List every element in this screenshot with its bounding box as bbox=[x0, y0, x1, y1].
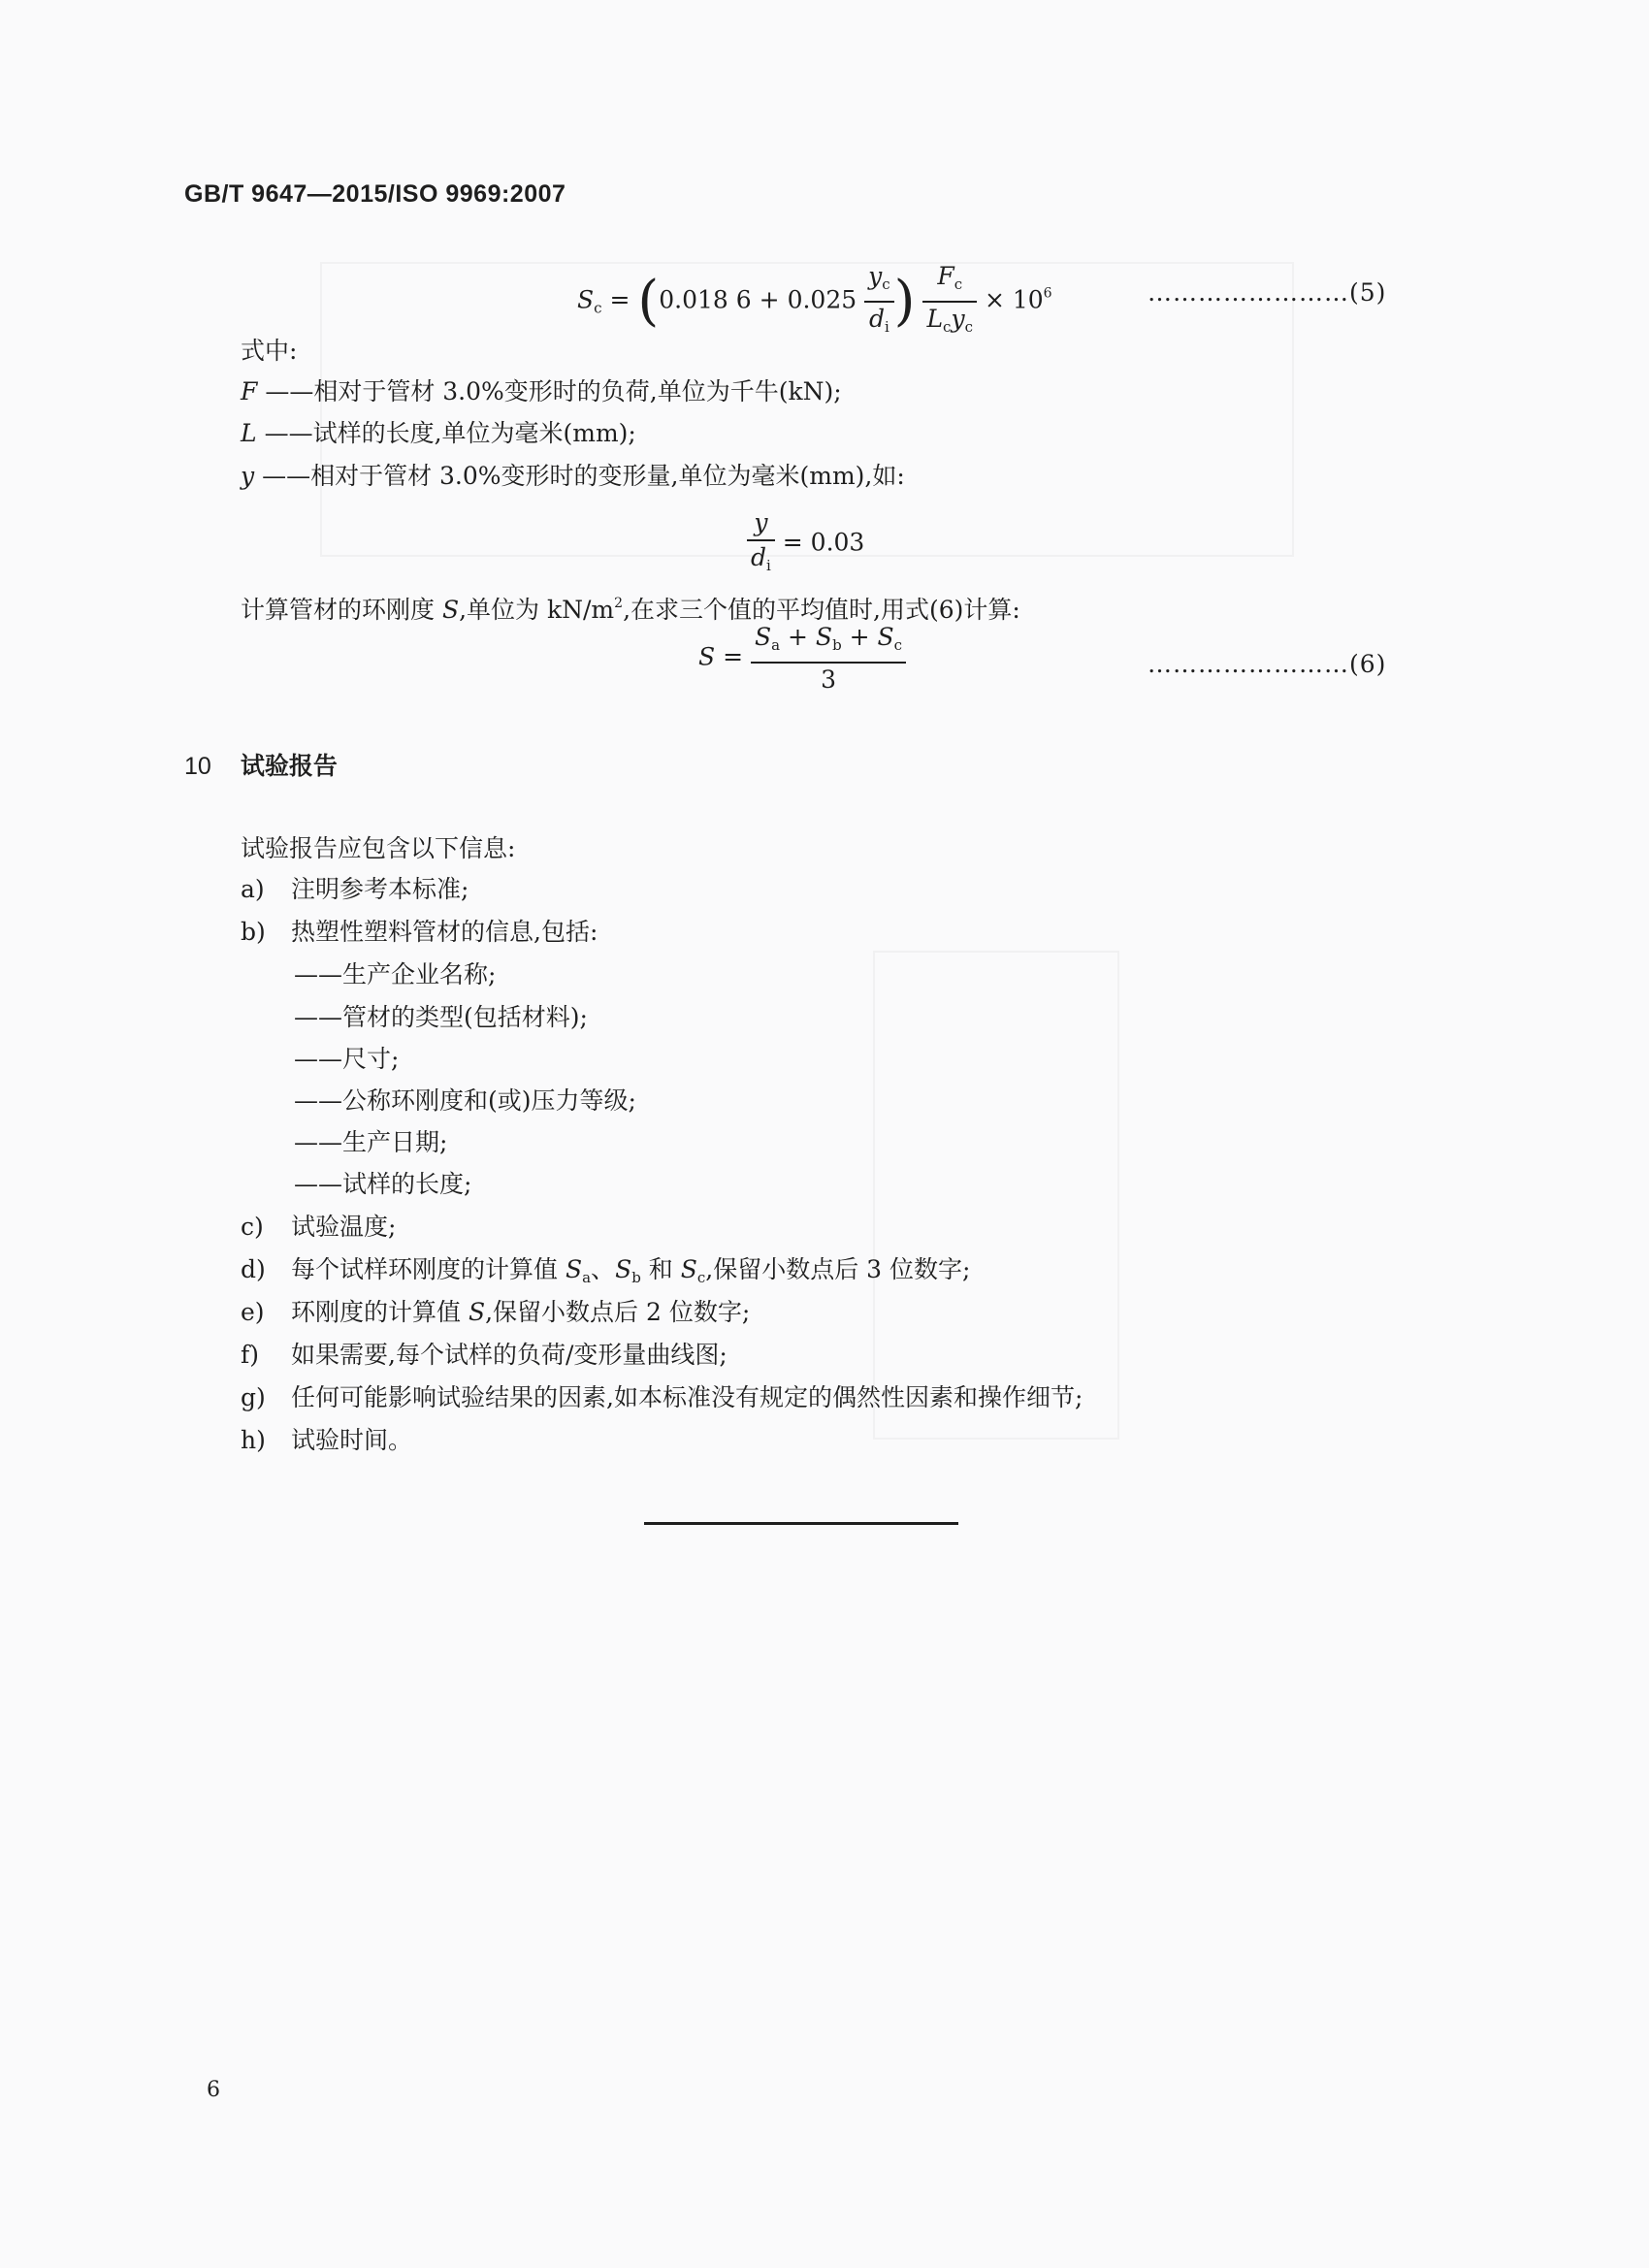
item-label-g: g) bbox=[241, 1383, 266, 1411]
equation-6-number: ……………………(6) bbox=[1148, 650, 1387, 678]
item-label-d: d) bbox=[241, 1255, 266, 1283]
eq5-left-paren: ( bbox=[637, 270, 660, 333]
report-item-e bbox=[241, 1298, 750, 1327]
where-item-f bbox=[241, 377, 842, 406]
eq6-den: 3 bbox=[821, 665, 836, 694]
eq5-equals: = bbox=[609, 285, 630, 314]
where-text-y: ——相对于管材 3.0%变形时的变形量,单位为毫米(mm),如: bbox=[262, 462, 905, 490]
item-label-c: c) bbox=[241, 1213, 264, 1241]
item-d-s1: S bbox=[565, 1255, 583, 1283]
where-item-y bbox=[241, 462, 905, 491]
ratio-den-sub: i bbox=[766, 557, 771, 574]
item-text-c: 试验温度; bbox=[291, 1213, 397, 1241]
eq6-sb-sub: b bbox=[832, 636, 842, 654]
eq5-coef1: 0.018 6 bbox=[659, 285, 752, 314]
item-text-f: 如果需要,每个试样的负荷/变形量曲线图; bbox=[291, 1341, 728, 1369]
equation-6 bbox=[698, 623, 906, 695]
report-subitem: ——生产日期; bbox=[294, 1128, 448, 1156]
eq6-fraction bbox=[751, 623, 906, 695]
report-item-f bbox=[241, 1341, 728, 1370]
eq5-exponent: 6 bbox=[1043, 285, 1052, 302]
eq5-coef2: 0.025 bbox=[787, 285, 857, 314]
item-d-and: 和 bbox=[640, 1255, 681, 1283]
eq5-f2-den-a: L bbox=[926, 305, 944, 333]
eq5-f1-num: y bbox=[868, 262, 883, 290]
report-item-c bbox=[241, 1213, 396, 1242]
eq5-f2-den-a-sub: c bbox=[943, 318, 952, 336]
item-text-a: 注明参考本标准; bbox=[291, 875, 469, 903]
item-text-d2: ,保留小数点后 3 位数字; bbox=[705, 1255, 971, 1283]
calc-middle: ,单位为 kN/m bbox=[459, 596, 615, 624]
report-item-g bbox=[241, 1383, 1083, 1412]
end-rule bbox=[644, 1522, 958, 1525]
where-intro: 式中: bbox=[241, 337, 298, 365]
section-title: 试验报告 bbox=[240, 753, 338, 780]
eq6-plus1: + bbox=[780, 623, 816, 651]
eq6-sa-sub: a bbox=[771, 636, 781, 654]
standard-code-header: GB/T 9647—2015/ISO 9969:2007 bbox=[184, 180, 566, 208]
report-item-a bbox=[241, 875, 469, 904]
item-d-s2: S bbox=[615, 1255, 632, 1283]
item-d-sc: c bbox=[696, 1269, 706, 1286]
eq5-lhs: S bbox=[577, 285, 595, 314]
ratio-den: d bbox=[751, 543, 767, 571]
eq5-times: × 10 bbox=[984, 285, 1044, 314]
eq6-lhs: S = bbox=[698, 642, 744, 671]
equation-5 bbox=[577, 262, 1052, 341]
ratio-rhs: = 0.03 bbox=[782, 528, 865, 557]
eq5-plus: + bbox=[759, 285, 780, 314]
ratio-num: y bbox=[754, 508, 768, 536]
section-number: 10 bbox=[184, 753, 211, 780]
item-d-sep: 、 bbox=[591, 1255, 616, 1283]
eq6-sc: S bbox=[877, 623, 894, 651]
item-d-s3: S bbox=[680, 1255, 697, 1283]
item-label-e: e) bbox=[241, 1298, 265, 1326]
item-label-h: h) bbox=[241, 1426, 266, 1454]
eq5-f2-den-b: y bbox=[951, 305, 965, 333]
item-text-d1: 每个试样环刚度的计算值 bbox=[291, 1255, 566, 1283]
eq6-plus2: + bbox=[841, 623, 878, 651]
item-label-f: f) bbox=[241, 1341, 260, 1369]
item-text-g: 任何可能影响试验结果的因素,如本标准没有规定的偶然性因素和操作细节; bbox=[291, 1383, 1083, 1411]
calc-after: ,在求三个值的平均值时,用式(6)计算: bbox=[623, 596, 1020, 624]
item-d-sa: a bbox=[582, 1269, 592, 1286]
where-sym-l: L bbox=[241, 419, 257, 447]
calc-sup: 2 bbox=[614, 596, 624, 611]
eq5-right-paren: ) bbox=[893, 270, 916, 333]
equation-5-number: ……………………(5) bbox=[1148, 278, 1387, 307]
eq5-f1-den: d bbox=[868, 305, 885, 333]
report-subitem: ——管材的类型(包括材料); bbox=[294, 1003, 588, 1031]
report-subitem: ——试样的长度; bbox=[294, 1170, 472, 1198]
report-subitem: ——公称环刚度和(或)压力等级; bbox=[294, 1086, 636, 1115]
item-text-h: 试验时间。 bbox=[291, 1426, 413, 1454]
ratio-equation bbox=[747, 508, 864, 580]
show-through-shape bbox=[873, 951, 1119, 1440]
report-subitem: ——生产企业名称; bbox=[294, 960, 497, 988]
calc-paragraph bbox=[241, 589, 1020, 625]
where-sym-f: F bbox=[241, 377, 258, 405]
item-text-e1: 环刚度的计算值 bbox=[291, 1298, 469, 1326]
eq6-sb: S bbox=[815, 623, 833, 651]
eq5-f1-den-sub: i bbox=[884, 318, 889, 336]
where-text-l: ——试样的长度,单位为毫米(mm); bbox=[264, 419, 636, 447]
section-10-heading bbox=[184, 747, 338, 782]
where-sym-y: y bbox=[241, 462, 255, 490]
eq5-f1-num-sub: c bbox=[882, 275, 890, 293]
item-text-b: 热塑性塑料管材的信息,包括: bbox=[291, 918, 598, 946]
item-d-sb: b bbox=[631, 1269, 641, 1286]
report-subitem: ——尺寸; bbox=[294, 1045, 400, 1073]
where-text-f: ——相对于管材 3.0%变形时的负荷,单位为千牛(kN); bbox=[265, 377, 842, 405]
calc-sym: S bbox=[441, 596, 460, 624]
eq6-sa: S bbox=[754, 623, 772, 651]
item-text-e2: ,保留小数点后 2 位数字; bbox=[485, 1298, 751, 1326]
item-label-b: b) bbox=[241, 918, 266, 946]
eq5-f2-num-sub: c bbox=[954, 275, 963, 293]
page-number: 6 bbox=[207, 2078, 220, 2102]
eq5-f2-den-b-sub: c bbox=[964, 318, 973, 336]
eq6-sc-sub: c bbox=[893, 636, 903, 654]
eq5-fraction-fc-lcyc bbox=[922, 262, 977, 341]
eq5-fraction-yc-di bbox=[864, 262, 894, 341]
report-intro: 试验报告应包含以下信息: bbox=[241, 834, 516, 862]
where-item-l bbox=[241, 419, 636, 448]
item-e-s: S bbox=[468, 1298, 486, 1326]
report-item-d bbox=[241, 1255, 970, 1292]
eq5-f2-num: F bbox=[937, 262, 954, 290]
ratio-fraction bbox=[747, 508, 775, 580]
item-label-a: a) bbox=[241, 875, 265, 903]
eq5-lhs-sub: c bbox=[594, 299, 602, 317]
calc-before: 计算管材的环刚度 bbox=[241, 596, 442, 624]
report-item-b bbox=[241, 918, 598, 947]
report-item-h bbox=[241, 1426, 412, 1455]
